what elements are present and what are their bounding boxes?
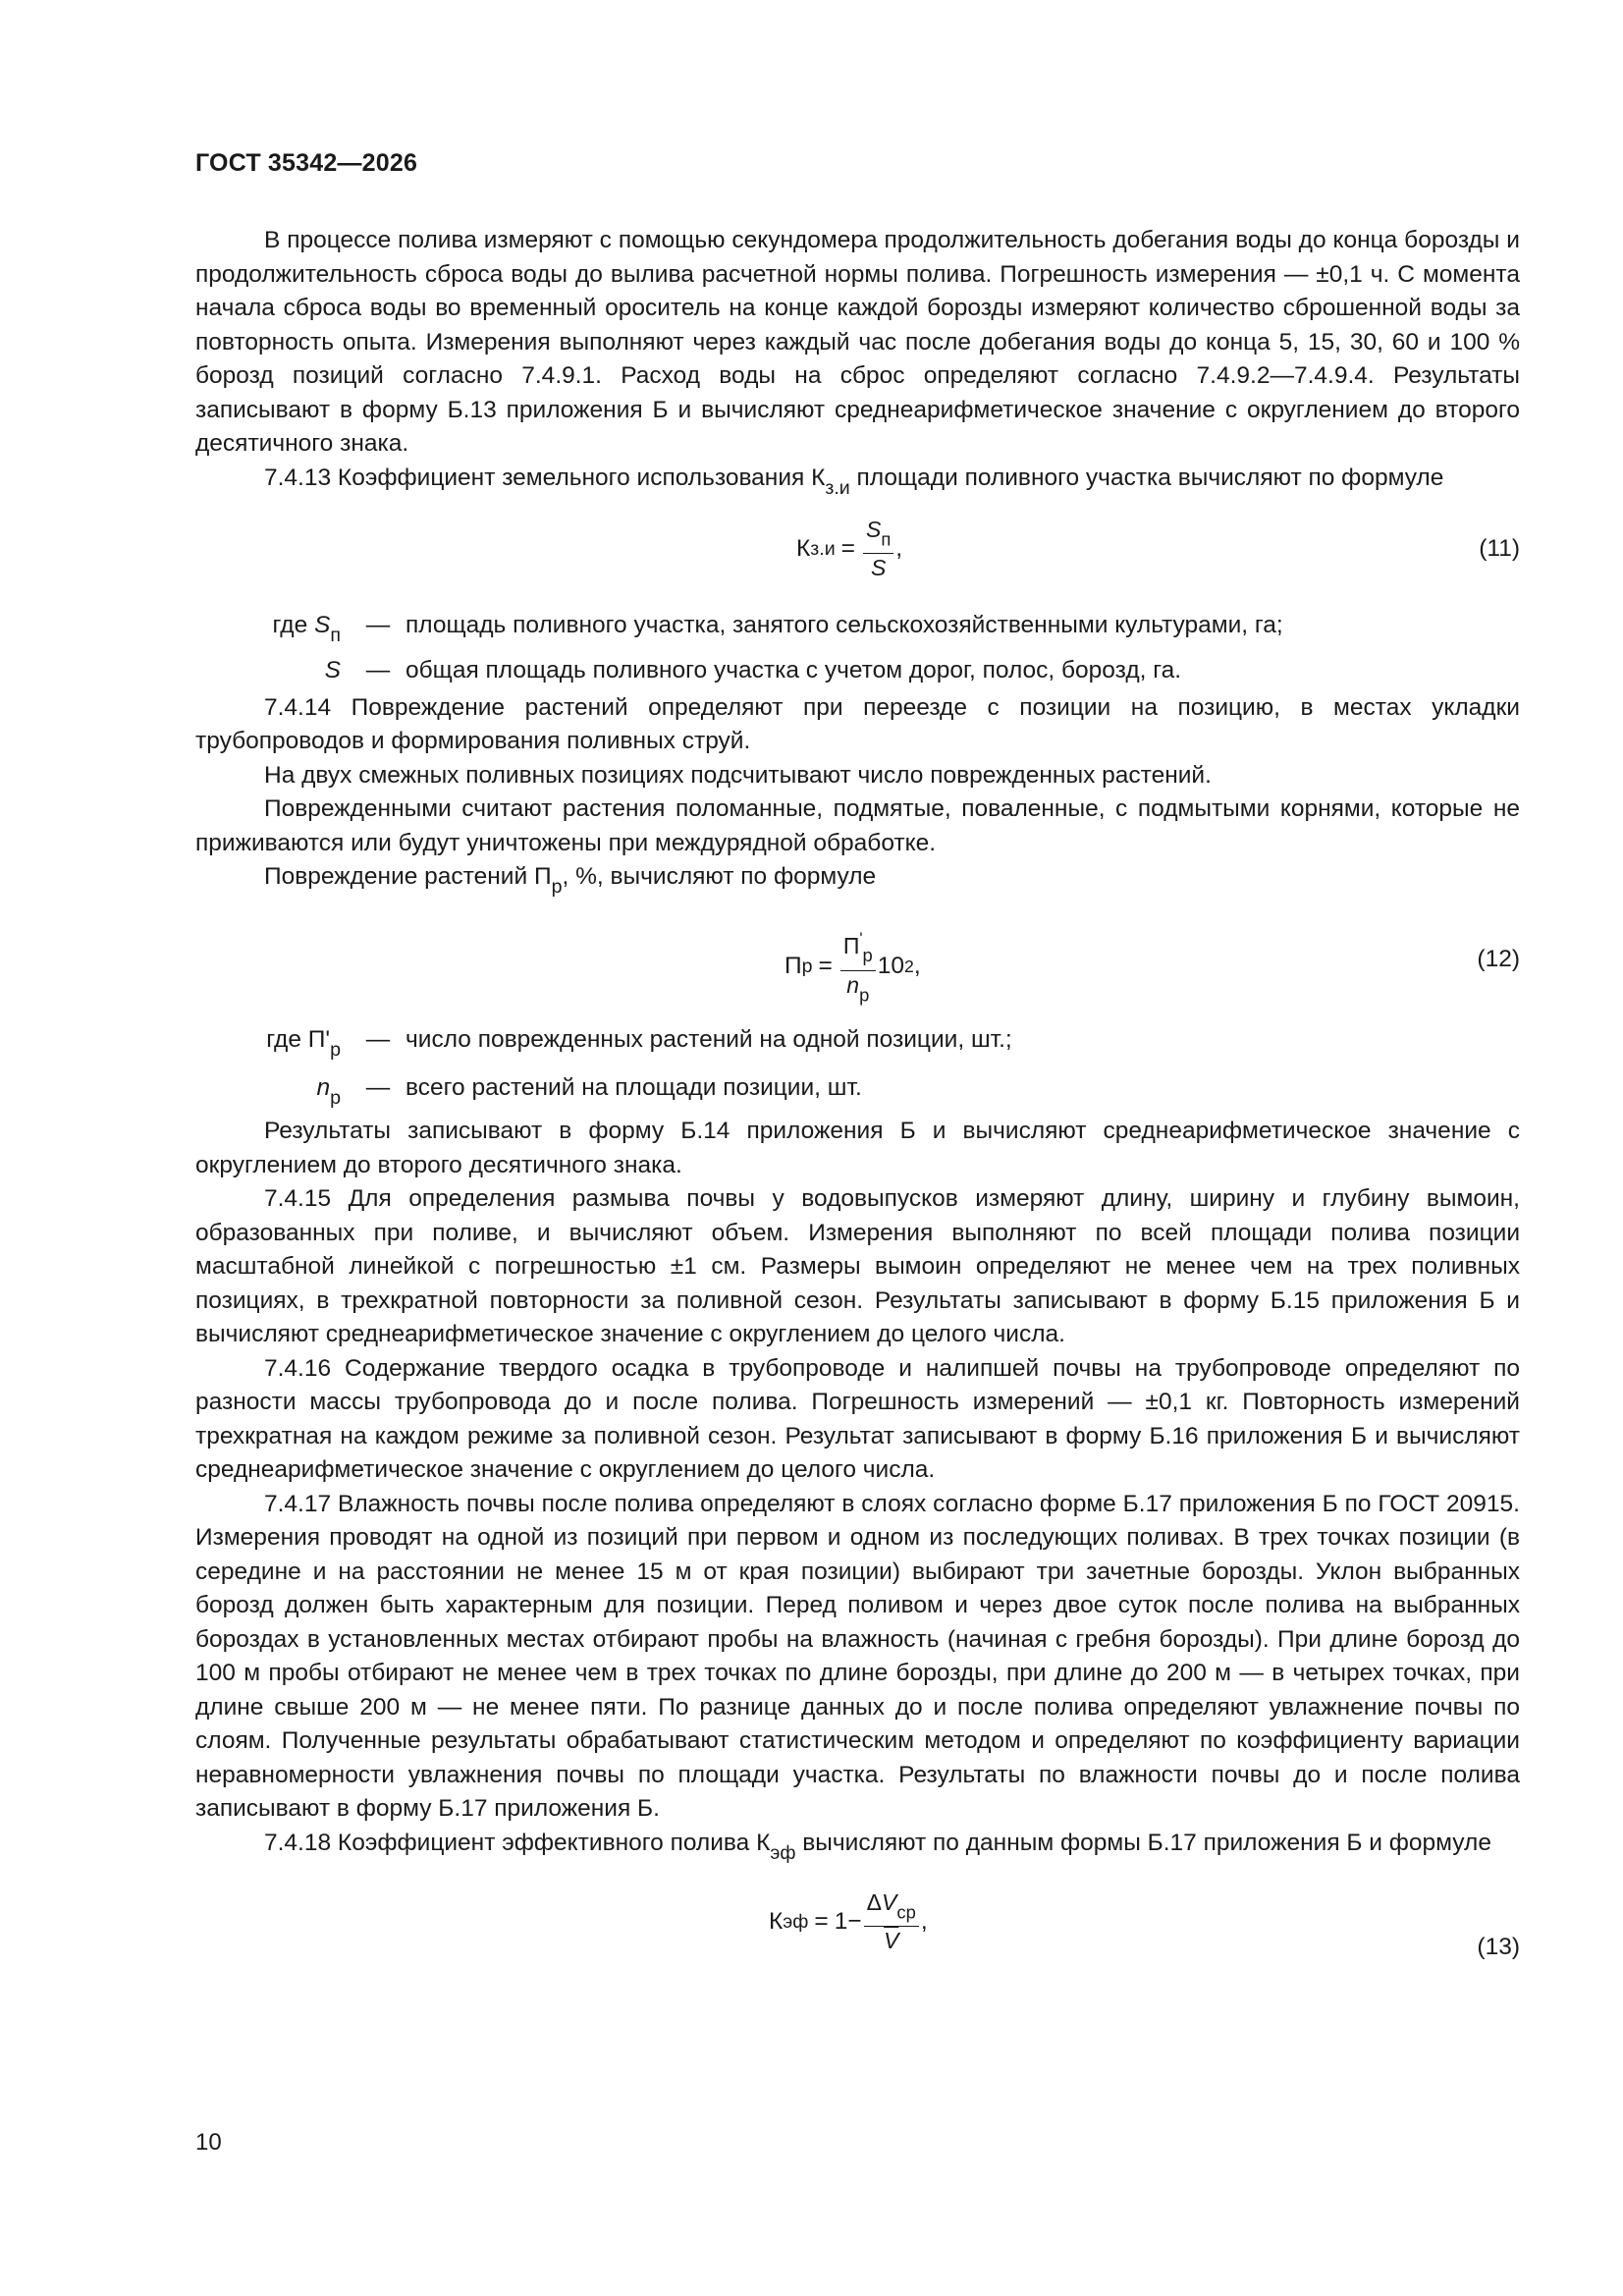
paragraph-adjacent-positions: На двух смежных поливных позициях подсчитывают число поврежденных растений. [264,761,1212,789]
page-number: 10 [195,2129,222,2156]
formula-13: К эф = 1 − $\frac{\Delta V_{ср}}{V}$ , (13) [195,1870,1520,1978]
formula-11-number: (11) [1479,534,1520,562]
where-block-11-row-1: где $S_п$ — площадь поливного участка, занятого сельскохозяйственными культурами, га; [272,611,1283,646]
paragraph-7-4-18: 7.4.18 Коэффициент эффективного полива $К_{эф}$ вычисляют по данным формы Б.17 приложения Б и формуле [264,1829,1491,1864]
paragraph-results-b14: Результаты записывают в форму Б.14 приложения Б и вычисляют среднеарифметическое значение с округлением до второго десятичного знака. [195,1118,1520,1178]
paragraph-7-4-13: 7.4.13 Коэффициент земельного использования $К_{з.и}$ площади поливного участка вычисляют по формуле [264,464,1444,499]
where-block-11-row-2: S — общая площадь поливного участка с учетом дорог, полос, борозд, га. [324,657,1182,684]
document-body [195,224,1520,1978]
paragraph-watering-process: В процессе полива измеряют с помощью секундомера продолжительность добегания воды до конца борозды и продолжительность сброса воды до вылива расчетной нормы полива. Погрешность измерения — ±0,1 ч. С момента начала сброса воды во временный ороситель на конце каждой борозды измеряют количество сброшенной воды за повторность опыта. Измерения выполняют через каждый час после добегания воды до конца 5, 15, 30, 60 и 100 % борозд позиций согласно 7.4.9.1. Расход воды на сброс определяют согласно 7.4.9.2—7.4.9.4. Результаты записывают в форму Б.13 приложения Б и вычисляют среднеарифметическое значение с округлением до второго десятичного знака. [195,227,1520,457]
formula-12: П р = $\frac{П'_р}{n_р}$ 10 2 , (12) [195,903,1520,1015]
document-header: ГОСТ 35342—2026 [195,149,418,177]
formula-12-fraction: $\frac{П'_р}{n_р}$ [840,925,876,1007]
formula-13-fraction: $\frac{\Delta V_{ср}}{V}$ [864,1889,919,1954]
paragraph-7-4-17: 7.4.17 Влажность почвы после полива определяют в слоях согласно форме Б.17 приложения Б по ГОСТ 20915. Измерения проводят на одной из позиций при первом и одном из последующих поливах. В трех точках позиции (в середине и на расстоянии не менее 15 м от края позиции) выбирают три зачетные борозды. Уклон выбранных борозд должен быть характерным для позиции. Перед поливом и через двое суток после полива на выбранных бороздах в установленных местах отбирают пробы на влажность (начиная с гребня борозды). При длине борозд до 100 м пробы отбирают не менее чем в трех точках по длине борозды, при длине до 200 м — в четырех точках, при длине свыше 200 м — не менее пяти. По разнице данных до и после полива определяют увлажнение почвы по слоям. Полученные результаты обрабатывают статистическим методом и определяют по коэффициенту вариации неравномерности увлажнения почвы по площади участка. Результаты по влажности почвы до и после полива записывают в форму Б.17 приложения Б. [195,1490,1520,1823]
formula-12-number: (12) [1477,946,1520,973]
paragraph-7-4-16: 7.4.16 Содержание твердого осадка в трубопроводе и налипшей почвы на трубопроводе определяют по разности массы трубопровода до и после полива. Погрешность измерений — ±0,1 кг. Повторность измерений трехкратная на каждом режиме за поливной сезон. Результат записывают в форму Б.16 приложения Б и вычисляют среднеарифметическое значение с округлением до целого числа. [195,1354,1520,1484]
paragraph-7-4-14: 7.4.14 Повреждение растений определяют при переезде с позиции на позицию, в местах укладки трубопроводов и формирования поливных струй. [195,693,1520,755]
paragraph-damage-formula-intro: Повреждение растений $П_р$, %, вычисляют по формуле [264,863,877,898]
formula-11: К з.и = $\frac{S_п}{S}$ , (11) [796,516,1520,581]
paragraph-7-4-15: 7.4.15 Для определения размыва почвы у водовыпусков измеряют длину, ширину и глубину вымоин, образованных при поливе, и вычисляют объем. Измерения выполняют по всей площади полива позиции масштабной линейкой с погрешностью ±1 см. Размеры вымоин определяют не менее чем на трех поливных позициях, в трехкратной повторности за поливной сезон. Результаты записывают в форму Б.15 приложения Б и вычисляют среднеарифметическое значение с округлением до целого числа. [195,1185,1520,1348]
where-block-12-row-2: $n_р$ — всего растений на площади позиции, шт. [316,1073,862,1109]
where-block-12-row-1: где $П'_р$ — число поврежденных растений на одной позиции, шт.; [266,1026,1012,1062]
formula-11-fraction: $\frac{S_п}{S}$ [863,517,893,581]
paragraph-damaged-plants-definition: Поврежденными считают растения поломанные, подмятые, поваленные, с подмытыми корнями, которые не приживаются или будут уничтожены при междурядной обработке. [195,795,1520,856]
formula-13-number: (13) [1477,1933,1520,1960]
